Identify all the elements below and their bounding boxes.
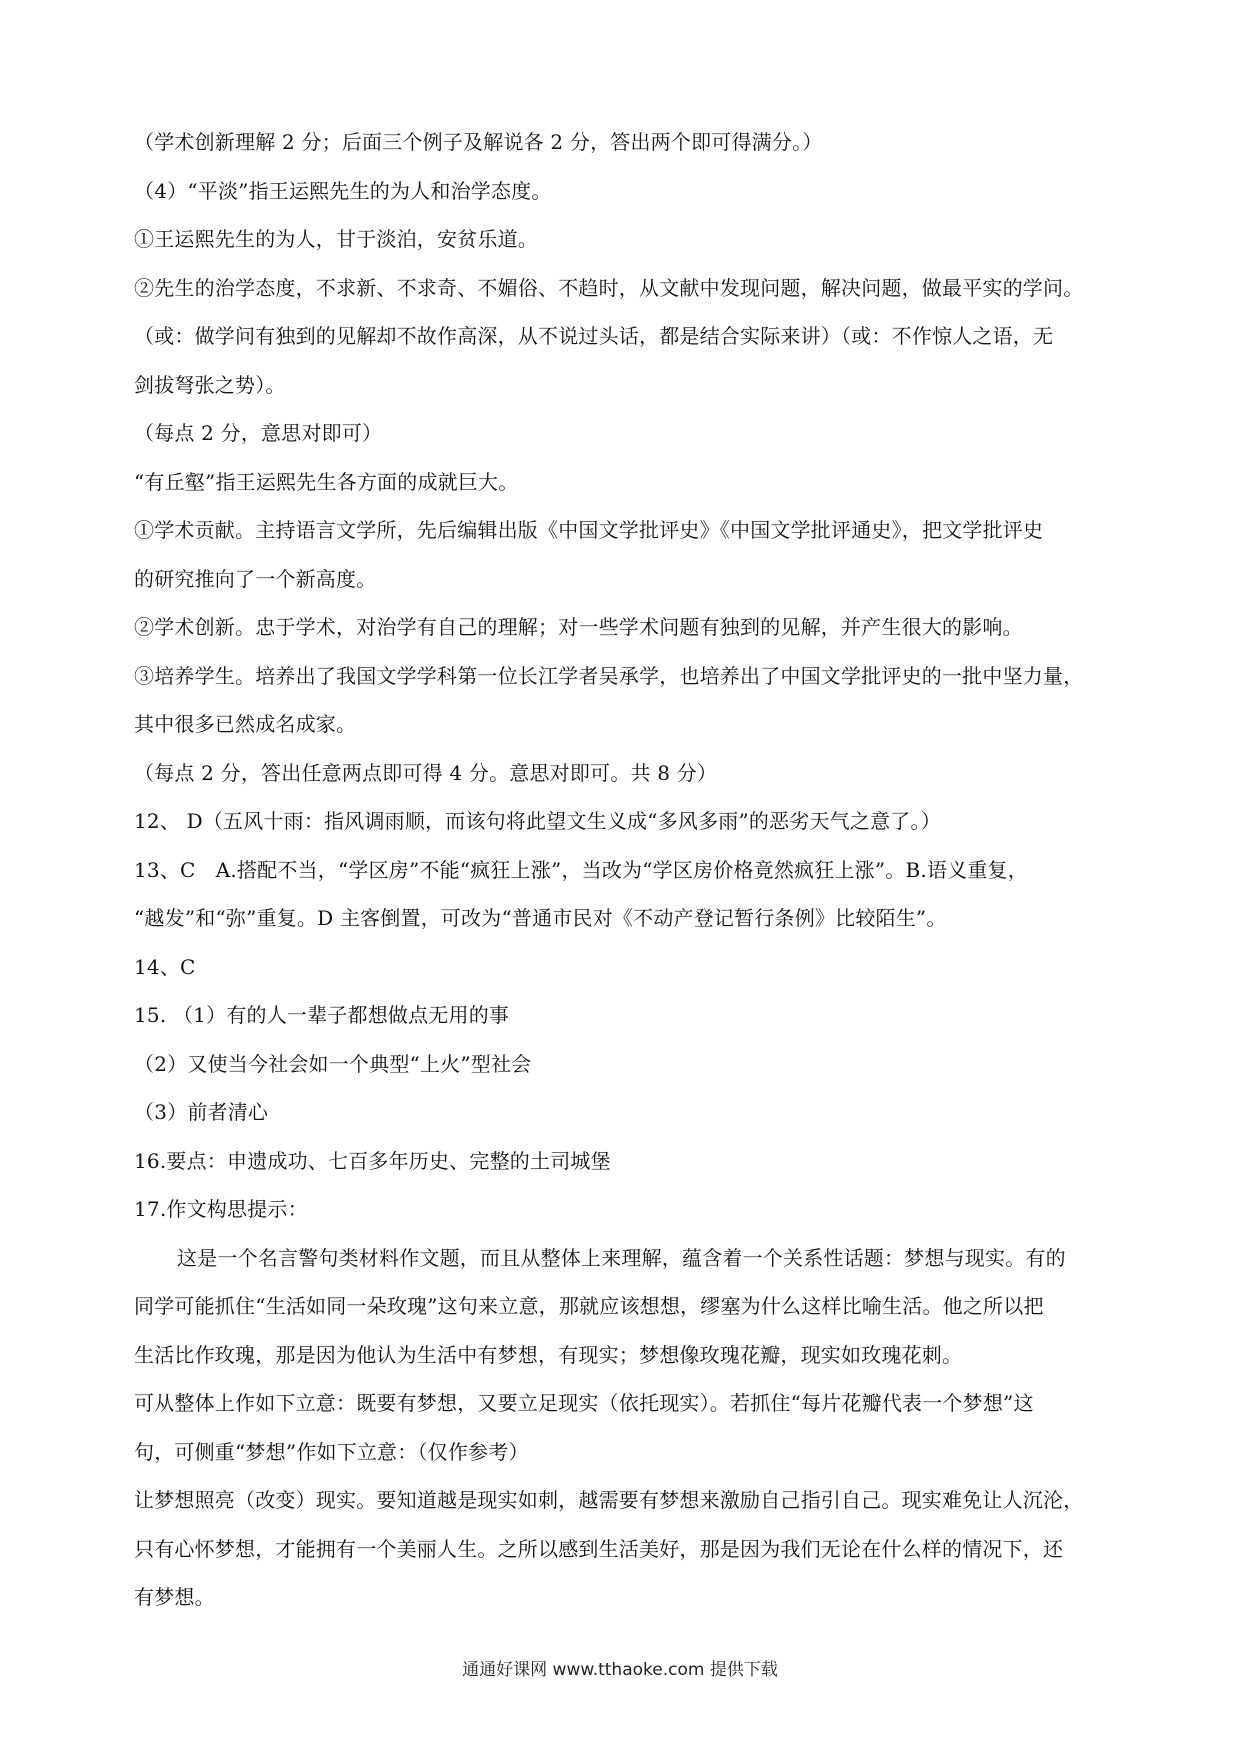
page-footer: 通通好课网 www.tthaoke.com 提供下载 <box>462 1660 778 1680</box>
text-line: 生活比作玫瑰，那是因为他认为生活中有梦想，有现实；梦想像玫瑰花瓣，现实如玫瑰花刺。 <box>134 1342 963 1367</box>
text-line: ③培养学生。培养出了我国文学学科第一位长江学者吴承学，也培养出了中国文学批评史的一批中坚力量， <box>134 663 1084 688</box>
text-line: “越发”和“弥”重复。D 主客倒置，可改为“普通市民对《不动产登记暂行条例》比较陌生”。 <box>134 906 947 930</box>
text-line: ①学术贡献。主持语言文学所，先后编辑出版《中国文学批评史》《中国文学批评通史》，把文学批评史 <box>134 518 1044 542</box>
text-line: （每点 2 分，答出任意两点即可得 4 分。意思对即可。共 8 分） <box>134 760 718 785</box>
text-line: ②学术创新。忠于学术，对治学有自己的理解；对一些学术问题有独到的见解，并产生很大的影响。 <box>134 615 1023 639</box>
answer-13: 13、C A.搭配不当，“学区房”不能“疯狂上涨”，当改为“学区房价格竟然疯狂上涨”。B.语义重复， <box>134 857 1028 882</box>
text-line: 的研究推向了一个新高度。 <box>134 566 377 591</box>
text-line: 只有心怀梦想，才能拥有一个美丽人生。之所以感到生活美好，那是因为我们无论在什么样的情况下，还 <box>134 1536 1064 1561</box>
answer-12: 12、 D（五风十雨：指风调雨顺，而该句将此望文生义成“多风多雨”的恶劣天气之意了。） <box>134 809 941 833</box>
text-line: （2）又使当今社会如一个典型“上火”型社会 <box>134 1051 532 1076</box>
text-line: （每点 2 分，意思对即可） <box>134 421 383 445</box>
answer-15: 15. （1）有的人一辈子都想做点无用的事 <box>134 1003 510 1027</box>
text-line: 句，可侧重“梦想”作如下立意：（仅作参考） <box>134 1439 529 1464</box>
text-line: ①王运熙先生的为人，甘于淡泊，安贫乐道。 <box>134 227 538 251</box>
text-line: “有丘壑”指王运熙先生各方面的成就巨大。 <box>134 469 519 494</box>
text-line: 剑拔弩张之势）。 <box>134 372 286 397</box>
text-line: （4）“平淡”指王运熙先生的为人和治学态度。 <box>134 178 552 203</box>
answer-text-body <box>134 118 1120 1622</box>
text-line: 这是一个名言警句类材料作文题，而且从整体上来理解，蕴含着一个关系性话题：梦想与现实。有的 <box>177 1245 1066 1270</box>
text-line: 同学可能抓住“生活如同一朵玫瑰”这句来立意，那就应该想想，缪塞为什么这样比喻生活。他之所以把 <box>134 1294 1044 1318</box>
text-line: 让梦想照亮（改变）现实。要知道越是现实如刺，越需要有梦想来激励自己指引自己。现实难免让人沉沦， <box>134 1488 1084 1512</box>
answer-16: 16.要点：申遗成功、七百多年历史、完整的土司城堡 <box>134 1148 611 1173</box>
answer-14: 14、C <box>134 954 196 979</box>
text-line: （学术创新理解 2 分；后面三个例子及解说各 2 分，答出两个即可得满分。） <box>134 130 823 154</box>
text-line: 可从整体上作如下立意：既要有梦想，又要立足现实（依托现实）。若抓住“每片花瓣代表一个梦想”这 <box>134 1391 1034 1415</box>
text-line: ②先生的治学态度，不求新、不求奇、不媚俗、不趋时，从文献中发现问题，解决问题，做最平实的学问。 <box>134 275 1084 300</box>
text-line: 有梦想。 <box>134 1585 215 1609</box>
text-line: （3）前者清心 <box>134 1100 269 1124</box>
answer-17-heading: 17.作文构思提示： <box>134 1197 308 1221</box>
text-line: （或：做学问有独到的见解却不故作高深，从不说过头话，都是结合实际来讲）（或：不作惊人之语，无 <box>134 324 1054 348</box>
text-line: 其中很多已然成名成家。 <box>134 712 357 736</box>
